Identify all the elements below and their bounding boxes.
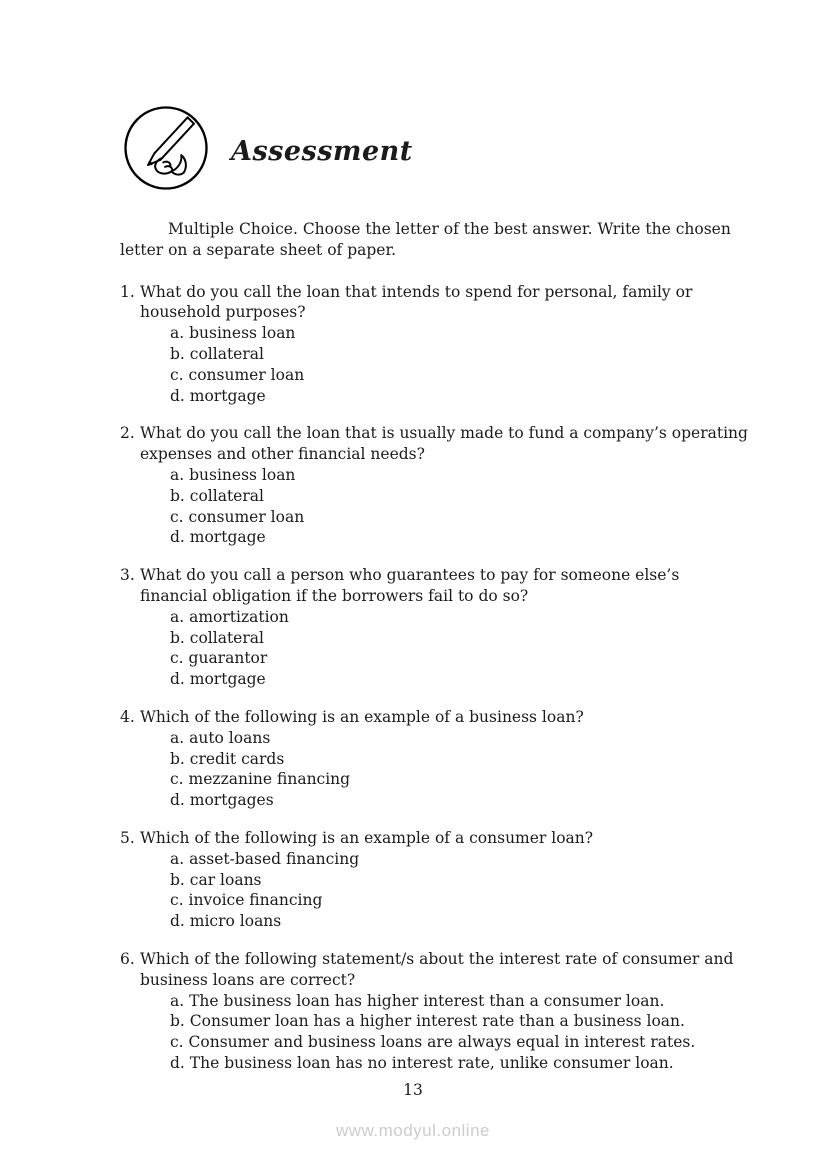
option-item: a. auto loans bbox=[170, 728, 271, 747]
question-text: What do you call the loan that intends to spend for personal, family or household purposes? bbox=[140, 282, 693, 322]
option-item: d. mortgage bbox=[170, 670, 266, 689]
question-number: 1. bbox=[120, 282, 135, 301]
option-item: a. asset-based financing bbox=[170, 849, 360, 868]
option-item: a. business loan bbox=[170, 465, 296, 484]
option-item: c. consumer loan bbox=[170, 365, 305, 384]
question-head bbox=[120, 828, 748, 849]
option-item: b. credit cards bbox=[170, 749, 285, 768]
question-head bbox=[120, 707, 748, 728]
question-item-1 bbox=[120, 282, 748, 407]
question-head bbox=[120, 565, 748, 607]
options-list bbox=[170, 607, 748, 690]
options-list bbox=[170, 465, 748, 548]
question-item-2 bbox=[120, 423, 748, 548]
writing-hand-icon bbox=[121, 103, 211, 193]
option-item: d. The business loan has no interest rate, unlike consumer loan. bbox=[170, 1053, 674, 1072]
option-item: c. invoice financing bbox=[170, 891, 323, 910]
question-text: Which of the following is an example of a business loan? bbox=[140, 707, 584, 726]
option-item: c. Consumer and business loans are always equal in interest rates. bbox=[170, 1033, 696, 1052]
option-item: d. mortgage bbox=[170, 528, 266, 547]
question-text: Which of the following is an example of a consumer loan? bbox=[140, 828, 594, 847]
option-item: d. mortgage bbox=[170, 386, 266, 405]
question-head bbox=[120, 282, 748, 324]
option-item: c. mezzanine financing bbox=[170, 770, 351, 789]
question-head bbox=[120, 423, 748, 465]
question-number: 4. bbox=[120, 707, 135, 726]
option-item: a. The business loan has higher interest than a consumer loan. bbox=[170, 991, 665, 1010]
question-text: What do you call a person who guarantees to pay for someone else’s financial obligation if the borrowers fail to do so? bbox=[140, 566, 680, 605]
option-item: c. consumer loan bbox=[170, 507, 305, 526]
assessment-body bbox=[120, 219, 748, 1091]
instructions-text: Multiple Choice. Choose the letter of the best answer. Write the chosen letter on a separate sheet of paper. bbox=[120, 220, 731, 259]
page-number: 13 bbox=[403, 1081, 423, 1099]
option-item: d. mortgages bbox=[170, 791, 274, 810]
option-item: b. collateral bbox=[170, 486, 264, 505]
option-item: a. business loan bbox=[170, 324, 296, 343]
question-head bbox=[120, 949, 748, 991]
question-item-6 bbox=[120, 949, 748, 1074]
option-item: c. guarantor bbox=[170, 649, 268, 668]
watermark-text: www.modyul.online bbox=[335, 1121, 490, 1140]
option-item: b. collateral bbox=[170, 628, 264, 647]
options-list bbox=[170, 323, 748, 406]
question-item-5 bbox=[120, 828, 748, 932]
option-item: b. Consumer loan has a higher interest rate than a business loan. bbox=[170, 1012, 685, 1031]
question-text: What do you call the loan that is usually made to fund a company’s operating expenses and other financial needs? bbox=[140, 424, 748, 464]
option-item: a. amortization bbox=[170, 607, 289, 626]
question-item-3 bbox=[120, 565, 748, 690]
assessment-header bbox=[121, 103, 413, 193]
option-item: d. micro loans bbox=[170, 912, 282, 931]
question-number: 3. bbox=[120, 566, 135, 585]
question-text: Which of the following statement/s about the interest rate of consumer and business loans are correct? bbox=[140, 949, 734, 989]
options-list bbox=[170, 849, 748, 932]
option-item: b. collateral bbox=[170, 344, 264, 363]
page-title: Assessment bbox=[231, 135, 413, 167]
question-item-4 bbox=[120, 707, 748, 811]
question-number: 2. bbox=[120, 424, 135, 443]
question-number: 6. bbox=[120, 949, 135, 968]
options-list bbox=[170, 728, 748, 811]
question-number: 5. bbox=[120, 828, 135, 847]
option-item: b. car loans bbox=[170, 870, 262, 889]
options-list bbox=[170, 991, 748, 1074]
